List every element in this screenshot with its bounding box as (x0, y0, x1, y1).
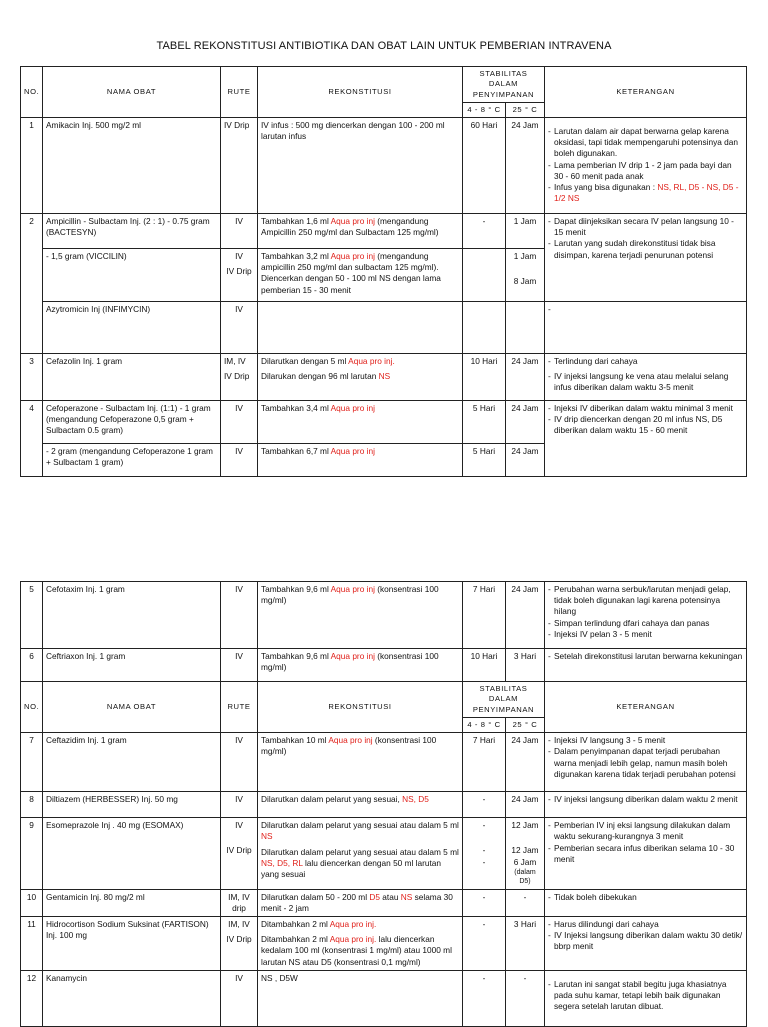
text: Tambahkan 9,6 ml (261, 651, 331, 661)
stability-cold: - (463, 889, 506, 916)
drug-name: Kanamycin (43, 970, 221, 1026)
route-line: IV Drip (226, 845, 252, 856)
stability-room: 3 Hari (506, 649, 545, 682)
value: - (482, 845, 486, 856)
route-line: IV Drip (226, 934, 252, 945)
reconstitution: NS , D5W (258, 970, 463, 1026)
table-row (21, 818, 747, 889)
reconstitution (258, 649, 463, 682)
highlight: Aqua pro inj. (348, 356, 395, 366)
table-row (21, 118, 747, 214)
stability-room: 24 Jam (506, 444, 545, 477)
drug-name: Ceftriaxon Inj. 1 gram (43, 649, 221, 682)
page-title: TABEL REKONSTITUSI ANTIBIOTIKA DAN OBAT LAIN UNTUK PEMBERIAN INTRAVENA (156, 40, 612, 52)
note-item (548, 182, 743, 204)
stability-cold: - (463, 970, 506, 1026)
text: lalu diencerkan dengan 50 ml larutan yang sesuai (261, 857, 442, 879)
stability-cold: 60 Hari (463, 118, 506, 214)
note-item: - Larutan dalam air dapat berwarna gelap karena oksidasi, tapi tidak mempengaruhi potensinya dan boleh digunakan. (548, 126, 743, 160)
reconstitution (258, 354, 463, 401)
value: (dalam D5) (514, 868, 536, 886)
note-text: Infus yang bisa digunakan : (554, 181, 658, 192)
route: IV (221, 401, 258, 444)
row-no: 4 (21, 401, 43, 444)
reconstitution (258, 214, 463, 249)
reconstitution (258, 889, 463, 916)
header-no: NO. (21, 67, 43, 118)
text: Dilarutkan dengan 5 ml (261, 356, 349, 366)
drug-name: Cefotaxim Inj. 1 gram (43, 582, 221, 649)
note-item: - Lama pemberian IV drip 1 - 2 jam pada bayi dan 30 - 60 menit pada anak (548, 160, 743, 182)
text: Dilarutkan dalam 50 - 200 ml (261, 891, 370, 902)
note-item: - Dapat diinjeksikan secara IV pelan langsung 10 - 15 menit (548, 216, 743, 238)
route: IV (221, 444, 258, 477)
reconstitution (258, 792, 463, 818)
text: atau (379, 891, 401, 902)
row-no: 9 (21, 818, 43, 889)
stability-room: 1 Jam (506, 214, 545, 249)
row-no-empty (21, 302, 43, 354)
drug-name: - 2 gram (mengandung Cefoperazone 1 gram + Sulbactam 1 gram) (43, 444, 221, 477)
route-line: IV (235, 820, 243, 831)
header-nama-obat: NAMA OBAT (43, 67, 221, 118)
highlight: Aqua pro inj (330, 251, 375, 261)
highlight: NS, D5, RL (261, 857, 303, 868)
route: IV Drip (221, 118, 258, 214)
note-item: - Tidak boleh dibekukan (548, 892, 743, 903)
notes (545, 582, 747, 649)
note-item: - IV Injeksi langsung diberikan dalam waktu 30 detik/ bbrp menit (548, 930, 743, 952)
drug-name: Diltiazem (HERBESSER) Inj. 50 mg (43, 792, 221, 818)
table-row (21, 889, 747, 916)
header-temp-cold: 4 - 8 ° C (463, 718, 506, 733)
row-no: 7 (21, 733, 43, 792)
table-row (21, 649, 747, 682)
route: IV (221, 302, 258, 354)
note-item: - Setelah direkonstitusi larutan berwarna kekuningan (548, 651, 743, 662)
route: IV (221, 582, 258, 649)
text: Tambahkan 3,4 ml (261, 403, 331, 413)
reconstitution (258, 582, 463, 649)
route (221, 818, 258, 889)
text: (konsentrasi 100 mg/ml) (261, 584, 439, 606)
value: 12 Jam (511, 820, 539, 831)
drug-name: Ceftazidim Inj. 1 gram (43, 733, 221, 792)
reconstitution (258, 733, 463, 792)
note-item: - IV injeksi langsung ke vena atau melalui selang infus diberikan dalam waktu 3-5 menit (548, 371, 743, 393)
stability-cold: 10 Hari (463, 354, 506, 401)
note-item: - IV injeksi langsung diberikan dalam waktu 2 menit (548, 794, 743, 805)
row-no: 2 (21, 214, 43, 249)
row-no: 12 (21, 970, 43, 1026)
highlight: Aqua pro inj (328, 735, 373, 746)
notes (545, 214, 747, 302)
reconstitution (258, 917, 463, 971)
route: IV (221, 792, 258, 818)
header-rute: RUTE (221, 67, 258, 118)
reconstitution-table-2 (20, 581, 747, 1027)
highlight: Aqua pro inj. (329, 934, 377, 945)
route (221, 249, 258, 302)
text: Tambahkan 10 ml (261, 735, 329, 746)
route-line: IM, IV (228, 919, 250, 930)
value: 1 Jam (513, 251, 537, 261)
text: Tambahkan 3,2 ml (261, 251, 331, 261)
text: Dilarutkan dalam pelarut yang sesuai atau dalam 5 ml (261, 846, 459, 857)
notes (545, 401, 747, 477)
drug-name: Amikacin Inj. 500 mg/2 ml (43, 118, 221, 214)
table-row (21, 214, 747, 249)
table-row (21, 401, 747, 444)
table-row (21, 354, 747, 401)
highlight: Aqua pro inj. (329, 919, 377, 930)
highlight: Aqua pro inj (330, 403, 375, 413)
route: IV (221, 649, 258, 682)
notes (545, 889, 747, 916)
reconstitution (258, 249, 463, 302)
highlight: D5 (369, 891, 380, 902)
reconstitution (258, 444, 463, 477)
drug-name: Hidrocortison Sodium Suksinat (FARTISON) Inj. 100 mg (43, 917, 221, 971)
route: IV (221, 970, 258, 1026)
drug-name: Esomeprazole Inj . 40 mg (ESOMAX) (43, 818, 221, 889)
note-highlight: NS, RL, D5 - NS, D5 - 1/2 NS (554, 181, 739, 204)
row-no: 5 (21, 582, 43, 649)
drug-name: - 1,5 gram (VICCILIN) (43, 249, 221, 302)
highlight: NS, D5 (402, 794, 429, 805)
row-no: 8 (21, 792, 43, 818)
note-item: - Larutan ini sangat stabil begitu juga khasiatnya pada suhu kamar, tetapi lebih baik digunakan segera setelah larutan dibuat. (548, 979, 743, 1013)
text: Ditambahkan 2 ml (261, 919, 330, 930)
table-row (21, 917, 747, 971)
table-row (21, 582, 747, 649)
note-item: - Injeksi IV diberikan dalam waktu minimal 3 menit (548, 403, 743, 414)
route-line: IV Drip (224, 371, 250, 382)
text: lalu diencerkan kedalam 100 ml (konsentrasi 1 mg/ml) atau 1000 ml larutan NS atau D5 (konsentrasi 0,1 mg/ml) (261, 934, 452, 967)
reconstitution-table-1 (20, 66, 747, 477)
highlight: Aqua pro inj (330, 584, 375, 594)
stability-room: 24 Jam (506, 733, 545, 792)
text: Dilarutkan dalam pelarut yang sesuai, (261, 794, 403, 805)
stability-cold: 5 Hari (463, 401, 506, 444)
stability-room: - (506, 970, 545, 1026)
stability-room: - (506, 889, 545, 916)
route: IV (221, 733, 258, 792)
stability-room: 3 Hari (506, 917, 545, 971)
text: (konsentrasi 100 mg/ml) (261, 735, 437, 757)
header-rekonstitusi: REKONSTITUSI (258, 682, 463, 733)
value: - (482, 820, 486, 831)
header-temp-room: 25 ° C (506, 102, 545, 117)
reconstitution (258, 818, 463, 889)
highlight: NS (261, 831, 273, 842)
reconstitution: IV infus : 500 mg diencerkan dengan 100 - 200 ml larutan infus (258, 118, 463, 214)
note-item: - Simpan terlindung dfari cahaya dan panas (548, 618, 743, 629)
text: Diencerkan dengan 50 - 100 ml NS dengan lama pemberian 15 - 30 menit (261, 273, 441, 295)
row-no-empty (21, 444, 43, 477)
note-item: - Pemberian IV inj eksi langsung dilakukan dalam waktu sekurang-kurangnya 3 menit (548, 820, 743, 842)
notes (545, 354, 747, 401)
value: - (482, 856, 486, 867)
notes (545, 818, 747, 889)
value: 8 Jam (513, 276, 537, 287)
highlight: Aqua pro inj (330, 216, 375, 226)
text: (konsentrasi 100 mg/ml) (261, 651, 439, 673)
row-no: 3 (21, 354, 43, 401)
header-keterangan: KETERANGAN (545, 67, 747, 118)
route (221, 354, 258, 401)
notes (545, 118, 747, 214)
header-no: NO. (21, 682, 43, 733)
header-nama-obat: NAMA OBAT (43, 682, 221, 733)
stability-room: 24 Jam (506, 582, 545, 649)
stability-room: 24 Jam (506, 118, 545, 214)
text: Dilarutkan dalam pelarut yang sesuai atau dalam 5 ml (261, 820, 459, 831)
note-item: - Injeksi IV pelan 3 - 5 menit (548, 629, 743, 640)
notes (545, 649, 747, 682)
note-item: - Pemberian secara infus diberikan selama 10 - 30 menit (548, 843, 743, 865)
header-temp-room: 25 ° C (506, 718, 545, 733)
highlight: Aqua pro inj (330, 446, 375, 456)
row-no: 10 (21, 889, 43, 916)
stability-room: 24 Jam (506, 792, 545, 818)
note-item: - Injeksi IV langsung 3 - 5 menit (548, 735, 743, 746)
header-rekonstitusi: REKONSTITUSI (258, 67, 463, 118)
route: IM, IV drip (221, 889, 258, 916)
value: 12 Jam (511, 845, 539, 856)
header-stabilitas: STABILITAS DALAM PENYIMPANAN (463, 682, 545, 718)
reconstitution (258, 302, 463, 354)
highlight: NS (400, 891, 413, 902)
stability-cold: 10 Hari (463, 649, 506, 682)
stability-room (506, 302, 545, 354)
highlight: Aqua pro inj (330, 651, 375, 661)
stability-cold: 7 Hari (463, 733, 506, 792)
text: Tambahkan 9,6 ml (261, 584, 331, 594)
route: IV (221, 214, 258, 249)
stability-cold: 5 Hari (463, 444, 506, 477)
drug-name: Cefazolin Inj. 1 gram (43, 354, 221, 401)
stability-cold: - (463, 214, 506, 249)
stability-cold: - (463, 792, 506, 818)
route-line: IM, IV (224, 356, 246, 366)
route (221, 917, 258, 971)
stability-room: 24 Jam (506, 354, 545, 401)
stability-room (506, 249, 545, 302)
stability-cold: 7 Hari (463, 582, 506, 649)
drug-name: Ampicillin - Sulbactam Inj. (2 : 1) - 0.75 gram (BACTESYN) (43, 214, 221, 249)
notes (545, 917, 747, 971)
table-row (21, 302, 747, 354)
stability-cold: - (463, 917, 506, 971)
value: 6 Jam (513, 856, 537, 867)
note-item: - Terlindung dari cahaya (548, 356, 743, 367)
header-temp-cold: 4 - 8 ° C (463, 102, 506, 117)
notes (545, 733, 747, 792)
text: Ditambahkan 2 ml (261, 934, 330, 945)
row-no: 1 (21, 118, 43, 214)
highlight: NS (378, 371, 391, 382)
note-item: - IV drip diencerkan dengan 20 ml infus NS, D5 diberikan dalam waktu 15 - 60 menit (548, 414, 743, 436)
reconstitution (258, 401, 463, 444)
note-item: - Harus dilindungi dari cahaya (548, 919, 743, 930)
text: (mengandung ampicillin 250 mg/ml dan sulbactam 125 mg/ml). (261, 251, 439, 273)
text: Dilarukan dengan 96 ml larutan (261, 371, 379, 382)
row-no: 6 (21, 649, 43, 682)
notes: - (545, 302, 747, 354)
table-row (21, 733, 747, 792)
text: Tambahkan 6,7 ml (261, 446, 331, 456)
stability-cold (463, 302, 506, 354)
stability-room (506, 818, 545, 889)
row-no-empty (21, 249, 43, 302)
text: selama 30 menit - 2 jam (261, 891, 453, 913)
note-item: - Larutan yang sudah direkonstitusi tidak bisa disimpan, karena terjadi penurunan potensi (548, 238, 743, 260)
route-line: IV Drip (226, 266, 252, 277)
header-rute: RUTE (221, 682, 258, 733)
table-row (21, 970, 747, 1026)
notes (545, 970, 747, 1026)
row-no: 11 (21, 917, 43, 971)
drug-name: Gentamicin Inj. 80 mg/2 ml (43, 889, 221, 916)
drug-name: Cefoperazone - Sulbactam Inj. (1:1) - 1 gram (mengandung Cefoperazone 0,5 gram + Sulbactam 0.5 gram) (43, 401, 221, 444)
note-item: - Perubahan warna serbuk/larutan menjadi gelap, tidak boleh digunakan lagi karena potensinya hilang (548, 584, 743, 618)
header-stabilitas: STABILITAS DALAM PENYIMPANAN (463, 67, 545, 103)
drug-name: Azytromicin Inj (INFIMYCIN) (43, 302, 221, 354)
header-keterangan: KETERANGAN (545, 682, 747, 733)
text: (mengandung Ampicillin 250 mg/ml dan Sulbactam 125 mg/ml) (261, 216, 439, 238)
note-item: - Dalam penyimpanan dapat terjadi perubahan warna menjadi lebih gelap, namun masih boleh digunakan karena tidak terjadi perubahan potensi (548, 746, 743, 780)
text: Tambahkan 1,6 ml (261, 216, 331, 226)
route-line: IV (235, 251, 243, 261)
table-row (21, 792, 747, 818)
notes (545, 792, 747, 818)
stability-cold (463, 818, 506, 889)
stability-cold (463, 249, 506, 302)
stability-room: 24 Jam (506, 401, 545, 444)
